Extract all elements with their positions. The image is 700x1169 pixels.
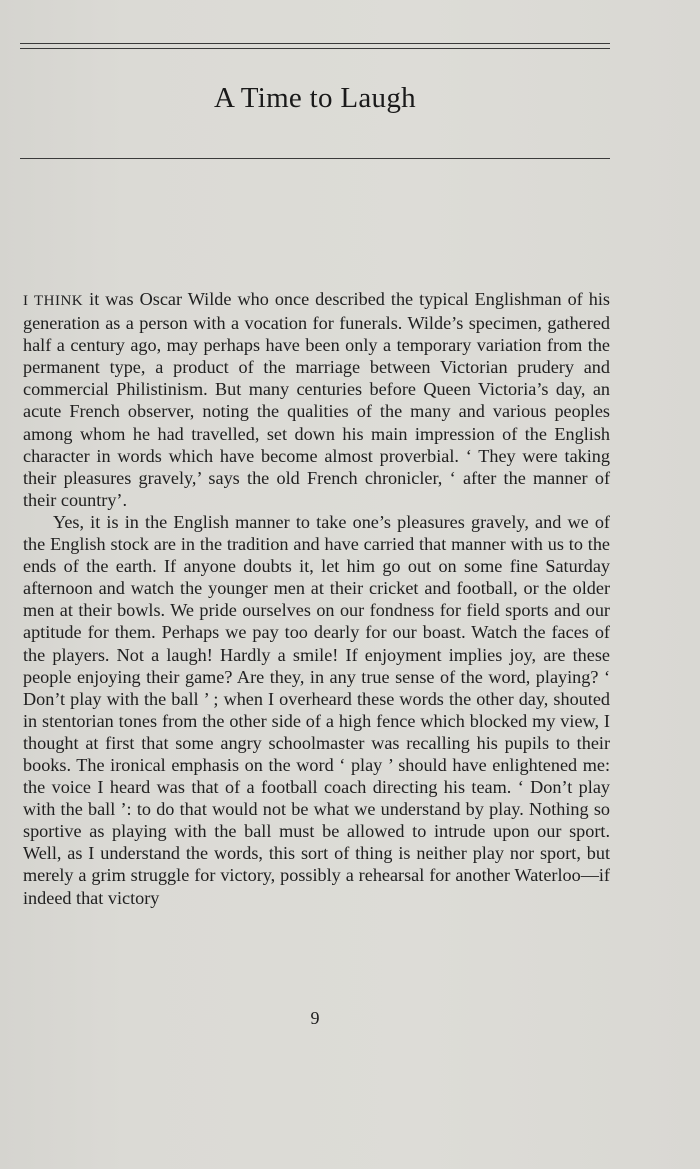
title-underline-rule <box>20 158 610 159</box>
paragraph-1 <box>23 288 610 511</box>
chapter-title: A Time to Laugh <box>214 82 416 114</box>
body-text <box>23 288 610 909</box>
opening-small-caps: I THINK <box>23 293 84 309</box>
paragraph-1-text: it was Oscar Wilde who once described the typical Englishman of his generation as a person with a vocation for funerals. Wilde’s specimen, gathered half a century ago, may perhaps have been only a temporary variation from the permanent type, a product of the marriage between Victorian prudery and commercial Philistinism. But many centuries before Queen Victoria’s day, an acute French observer, noting the qualities of the many and various peoples among whom he had travelled, set down his main impression of the English character in words which have become almost proverbial. ‘ They were taking their pleasures gravely,’ says the old French chronicler, ‘ after the manner of their country’. <box>23 289 610 510</box>
top-double-rule <box>20 43 610 49</box>
paragraph-2: Yes, it is in the English manner to take one’s pleasures gravely, and we of the English stock are in the tradition and have carried that manner with us to the ends of the earth. If anyone doubts it, let him go out on some fine Saturday afternoon and watch the younger men at their cricket and football, or the older men at their bowls. We pride ourselves on our fondness for field sports and our aptitude for them. Perhaps we pay too dearly for our boast. Watch the faces of the players. Not a laugh! Hardly a smile! If enjoyment implies joy, are these people enjoying their game? Are they, in any true sense of the word, playing? ‘ Don’t play with the ball ’ ; when I overheard these words the other day, shouted in stentorian tones from the other side of a high fence which blocked my view, I thought at first that some angry schoolmaster was recalling his pupils to their books. The ironical emphasis on the word ‘ play ’ should have enlightened me: the voice I heard was that of a football coach directing his team. ‘ Don’t play with the ball ’: to do that would not be what we understand by play. Nothing so sportive as playing with the ball must be allowed to intrude upon our sport. Well, as I understand the words, this sort of thing is neither play nor sport, but merely a grim struggle for victory, possibly a rehearsal for another Waterloo—if indeed that victory <box>23 511 610 908</box>
page-number: 9 <box>310 1008 320 1028</box>
